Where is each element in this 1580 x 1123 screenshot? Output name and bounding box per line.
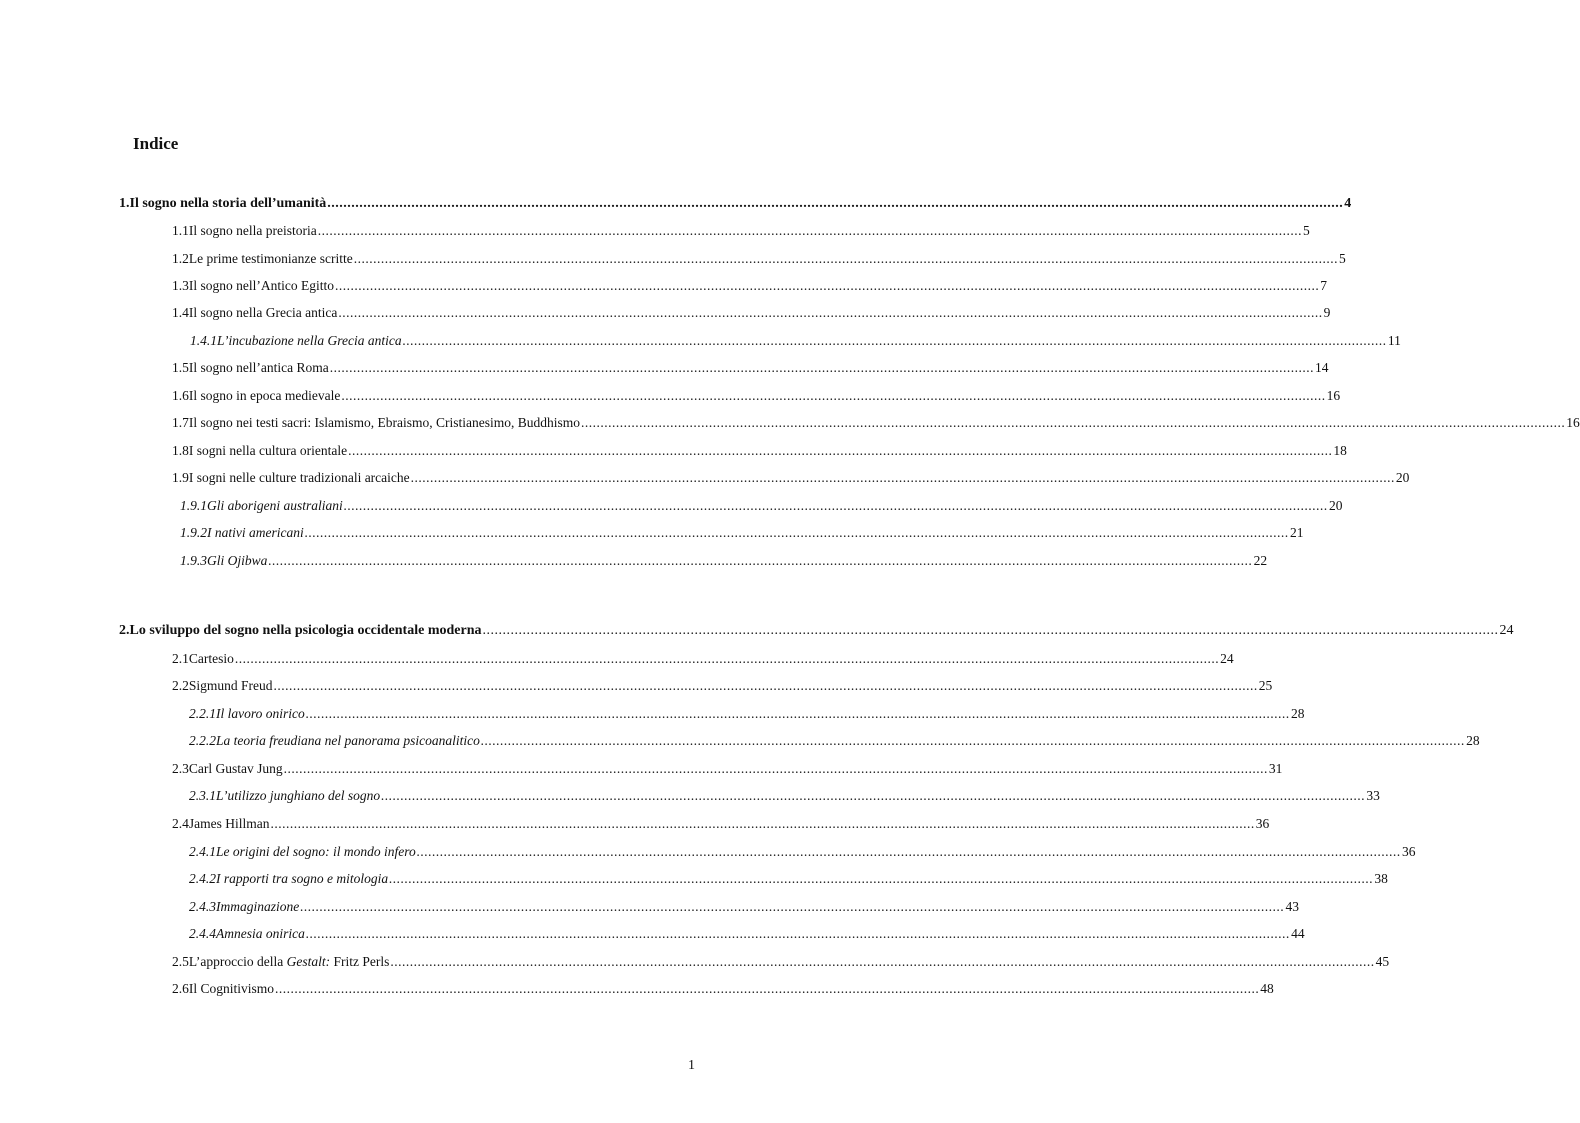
toc-page: 43: [1285, 899, 1299, 914]
toc-label: Il sogno nella Grecia antica: [188, 305, 338, 320]
toc-entry-section[interactable]: [172, 221, 1310, 241]
toc-entry-subsection[interactable]: [189, 897, 1299, 917]
toc-leader-dots: [318, 221, 1302, 241]
toc-entry-subsection[interactable]: [189, 842, 1416, 862]
toc-label-italic: Gestalt:: [286, 954, 331, 969]
toc-label: Il lavoro onirico: [216, 706, 305, 721]
toc-number: 2.2: [172, 678, 189, 693]
toc-entry-subsection[interactable]: [189, 869, 1388, 889]
toc-entry-subsection[interactable]: [180, 523, 1304, 543]
toc-entry-section[interactable]: [172, 303, 1331, 323]
toc-page: 48: [1260, 981, 1274, 996]
toc-page: 20: [1395, 470, 1410, 485]
toc-label: Il sogno in epoca medievale: [188, 388, 341, 403]
toc-entry-section[interactable]: [172, 249, 1346, 269]
toc-number: 1.9.1: [180, 498, 207, 513]
toc-label: La teoria freudiana nel panorama psicoanalitico: [216, 733, 480, 748]
toc-leader-dots: [284, 759, 1268, 779]
toc-number: 1.6: [172, 388, 189, 403]
toc-number: 1.7: [172, 415, 189, 430]
toc-entry-subsection[interactable]: [189, 704, 1305, 724]
toc-page: 36: [1402, 844, 1416, 859]
toc-entry-chapter[interactable]: [119, 194, 1352, 214]
toc-label-suffix: Fritz Perls: [330, 954, 390, 969]
toc-leader-dots: [335, 276, 1319, 296]
toc-entry-section[interactable]: [172, 676, 1273, 696]
toc-label: L’utilizzo junghiano del sogno: [216, 788, 381, 803]
toc-number: 2.3.1: [189, 788, 216, 803]
toc-number: 2.3: [172, 761, 189, 776]
toc-leader-dots: [271, 814, 1255, 834]
toc-entry-section[interactable]: [172, 386, 1341, 406]
toc-entry-section[interactable]: [172, 441, 1347, 461]
toc-label: Il sogno nella storia dell’umanità: [129, 196, 327, 211]
page-title: Indice: [133, 134, 179, 153]
toc-page: 16: [1566, 415, 1580, 430]
toc-label: I nativi americani: [207, 525, 304, 540]
toc-page: 25: [1258, 678, 1273, 693]
toc-page: 38: [1374, 871, 1388, 886]
toc-number: 2.4.1: [189, 844, 216, 859]
toc-leader-dots: [235, 649, 1219, 669]
toc-label: Il sogno nella preistoria: [188, 223, 317, 238]
toc-label: I sogni nelle culture tradizionali arcaiche: [188, 470, 410, 485]
toc-entry-subsection[interactable]: [189, 924, 1305, 944]
toc-label: Le prime testimonianze scritte: [188, 251, 353, 266]
toc-leader-dots: [327, 194, 1343, 214]
toc-page: 5: [1302, 223, 1310, 238]
toc-page: 14: [1314, 360, 1329, 375]
toc-number: 1.: [119, 196, 130, 211]
toc-page: 33: [1366, 788, 1380, 803]
toc-leader-dots: [411, 468, 1395, 488]
toc-label: I sogni nella cultura orientale: [188, 443, 348, 458]
toc-entry-subsection[interactable]: [180, 496, 1343, 516]
page-number: 1: [688, 1058, 695, 1073]
toc-label: Immaginazione: [216, 899, 300, 914]
toc-leader-dots: [306, 924, 1290, 944]
toc-leader-dots: [403, 331, 1387, 351]
toc-label: Cartesio: [188, 651, 234, 666]
toc-leader-dots: [354, 249, 1338, 269]
toc-number: 1.9: [172, 470, 189, 485]
toc-entry-section[interactable]: [172, 468, 1410, 488]
toc-label: Gli aborigeni australiani: [207, 498, 343, 513]
toc-entry-section[interactable]: [172, 952, 1390, 972]
toc-number: 1.2: [172, 251, 189, 266]
toc-leader-dots: [417, 842, 1401, 862]
toc-number: 2.4.3: [189, 899, 216, 914]
toc-leader-dots: [338, 303, 1322, 323]
toc-leader-dots: [306, 704, 1290, 724]
toc-page: 9: [1323, 305, 1331, 320]
toc-page: 18: [1333, 443, 1347, 458]
toc-label: Gli Ojibwa: [207, 553, 268, 568]
toc-number: 2.2.2: [189, 733, 216, 748]
toc-label: Amnesia onirica: [216, 926, 305, 941]
toc-page: 7: [1320, 278, 1327, 293]
toc-label: Carl Gustav Jung: [188, 761, 283, 776]
toc-entry-section[interactable]: [172, 276, 1327, 296]
toc-entry-section[interactable]: [172, 649, 1234, 669]
toc-entry-section[interactable]: [172, 814, 1270, 834]
toc-label: Sigmund Freud: [188, 678, 273, 693]
toc-number: 2.5: [172, 954, 189, 969]
toc-page: 24: [1220, 651, 1234, 666]
toc-page: 28: [1466, 733, 1480, 748]
toc-leader-dots: [341, 386, 1325, 406]
toc-page: 24: [1499, 623, 1514, 638]
toc-page: 45: [1375, 954, 1390, 969]
toc-page: 16: [1326, 388, 1341, 403]
toc-page: 31: [1268, 761, 1283, 776]
toc-label: Le origini del sogno: il mondo infero: [216, 844, 416, 859]
toc-label: Lo sviluppo del sogno nella psicologia occidentale moderna: [129, 623, 482, 638]
toc-number: 2.4.4: [189, 926, 216, 941]
toc-entry-subsection[interactable]: [189, 731, 1480, 751]
toc-number: 1.4: [172, 305, 189, 320]
toc-leader-dots: [330, 358, 1314, 378]
toc-number: 1.3: [172, 278, 189, 293]
toc-label: Il sogno nell’antica Roma: [188, 360, 329, 375]
toc-number: 1.9.3: [180, 553, 207, 568]
toc-label: Il sogno nell’Antico Egitto: [188, 278, 334, 293]
toc-entry-section[interactable]: [172, 759, 1283, 779]
toc-number: 2.: [119, 623, 130, 638]
toc-leader-dots: [344, 496, 1328, 516]
toc-leader-dots: [482, 621, 1498, 641]
toc-number: 2.6: [172, 981, 189, 996]
toc-leader-dots: [481, 731, 1465, 751]
toc-entry-section[interactable]: [172, 358, 1329, 378]
toc-leader-dots: [381, 786, 1365, 806]
toc-page: 4: [1344, 196, 1352, 211]
toc-label: L’incubazione nella Grecia antica: [217, 333, 402, 348]
toc-number: 1.1: [172, 223, 189, 238]
toc-entry-section[interactable]: [172, 413, 1580, 433]
toc-leader-dots: [389, 869, 1373, 889]
toc-label: James Hillman: [188, 816, 270, 831]
toc-label: Il sogno nei testi sacri: Islamismo, Ebraismo, Cristianesimo, Buddhismo: [188, 415, 580, 430]
toc-entry-section[interactable]: [172, 979, 1274, 999]
toc-number: 1.8: [172, 443, 189, 458]
toc-leader-dots: [274, 676, 1258, 696]
toc-page: 20: [1329, 498, 1343, 513]
toc-number: 2.4.2: [189, 871, 216, 886]
toc-entry-chapter[interactable]: [119, 621, 1514, 641]
toc-page: 28: [1291, 706, 1305, 721]
toc-page: 11: [1387, 333, 1401, 348]
toc-leader-dots: [348, 441, 1332, 461]
toc-label-prefix: L’approccio della: [188, 954, 287, 969]
toc-number: 1.4.1: [190, 333, 217, 348]
toc-number: 1.9.2: [180, 525, 207, 540]
toc-label: I rapporti tra sogno e mitologia: [216, 871, 389, 886]
toc-entry-subsection[interactable]: [189, 786, 1380, 806]
toc-entry-subsection[interactable]: [180, 551, 1268, 571]
toc-number: 2.2.1: [189, 706, 216, 721]
toc-leader-dots: [275, 979, 1259, 999]
toc-page: 22: [1253, 553, 1268, 568]
toc-leader-dots: [390, 952, 1374, 972]
toc-page: 36: [1255, 816, 1270, 831]
toc-leader-dots: [268, 551, 1252, 571]
toc-label: Il Cognitivismo: [188, 981, 275, 996]
toc-number: 2.4: [172, 816, 189, 831]
toc-number: 2.1: [172, 651, 189, 666]
toc-page: 21: [1289, 525, 1304, 540]
toc-leader-dots: [300, 897, 1284, 917]
toc-entry-subsection[interactable]: [190, 331, 1401, 351]
toc-label: [189, 952, 389, 972]
toc-page: 44: [1291, 926, 1305, 941]
toc-leader-dots: [305, 523, 1289, 543]
toc-leader-dots: [581, 413, 1565, 433]
toc-page: 5: [1338, 251, 1346, 266]
toc-number: 1.5: [172, 360, 189, 375]
